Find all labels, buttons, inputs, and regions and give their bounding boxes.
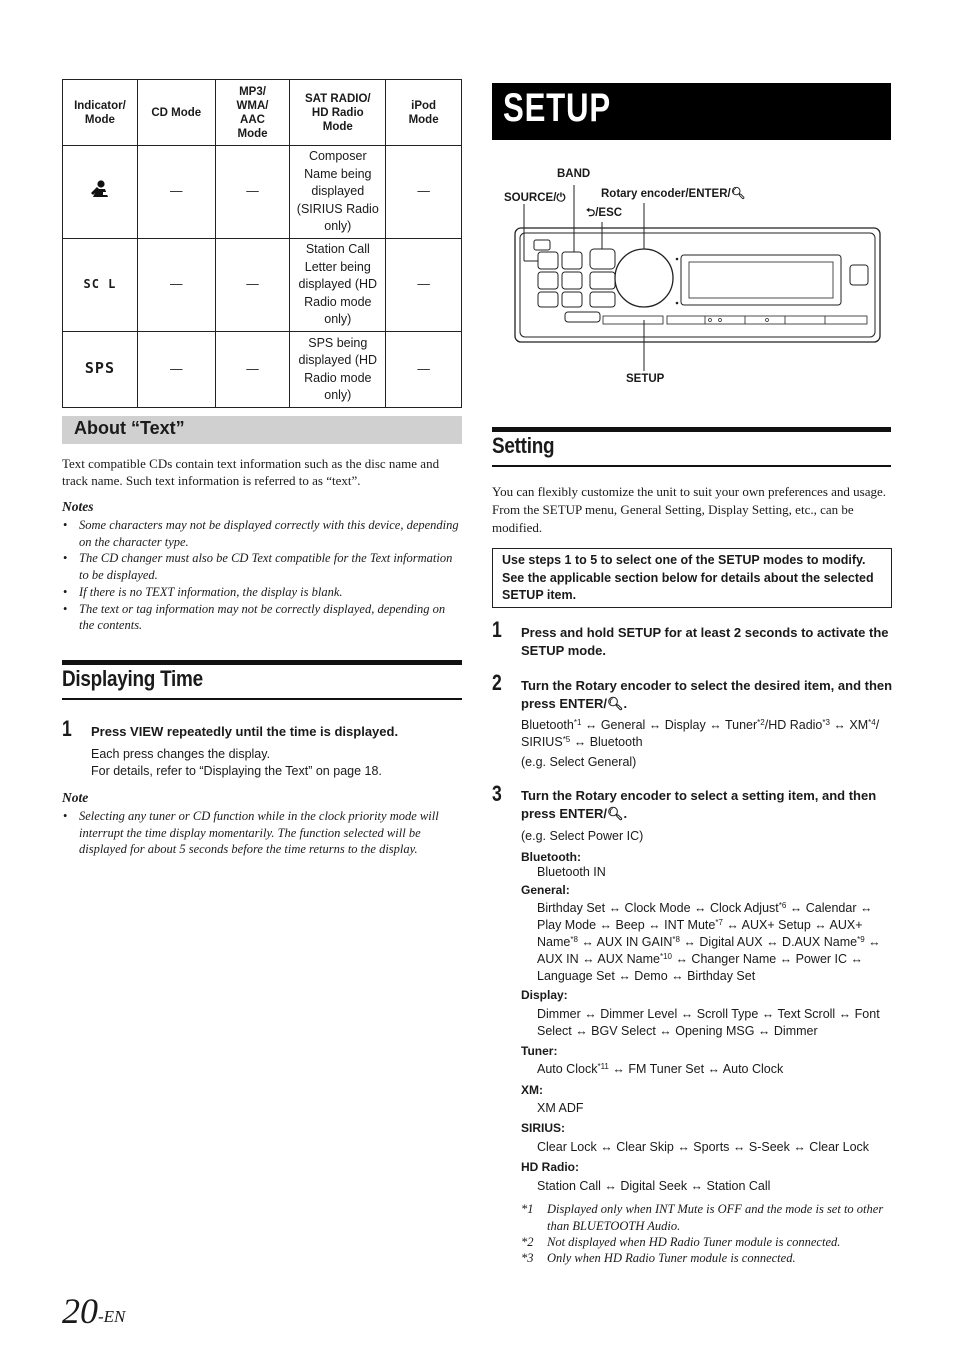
- step-detail: For details, refer to “Displaying the Text” on page 18.: [91, 764, 382, 778]
- setting-title: Setting: [492, 433, 555, 458]
- setup-title: SETUP: [503, 86, 611, 130]
- xm-heading: XM:: [521, 1083, 543, 1097]
- general-items: Birthday Set ↔ Clock Mode ↔ Clock Adjust$^{*6}$ ↔ Calendar ↔ Play Mode ↔ Beep ↔ INT Mute$^{*7}$ ↔ AUX+ Setup ↔ AUX+ Name$^{*8}$ ↔ AUX IN GAIN$^{*8}$ ↔ Digital AUX ↔ D.AUX Name$^{*9}$ ↔ AUX IN ↔ AUX Name$^{*10}$ ↔ Changer Name ↔ Power IC ↔ Language Set ↔ Demo ↔ Birthday Set: [537, 901, 881, 983]
- table-row: [63, 239, 462, 332]
- cell-ipod: —: [386, 146, 462, 239]
- bluetooth-heading: Bluetooth:: [521, 850, 581, 864]
- search-icon: 🔍︎: [606, 696, 624, 711]
- step-example: (e.g. Select General): [521, 755, 637, 769]
- search-icon: 🔍︎: [606, 806, 624, 821]
- step-detail: Each press changes the display.: [91, 747, 271, 761]
- list-item: • The CD changer must also be CD Text compatible for the Text information to be displayed.: [62, 550, 462, 583]
- cell-sat: SPS being displayed (HD Radio mode only): [290, 332, 386, 408]
- head-unit-diagram: [505, 175, 890, 375]
- cell-mp3: —: [215, 239, 290, 332]
- list-item: • Some characters may not be displayed correctly with this device, depending on the character type.: [62, 517, 462, 550]
- tuner-items: Auto Clock$^{*11}$ ↔ FM Tuner Set ↔ Auto Clock: [537, 1062, 784, 1076]
- section-rule: [492, 427, 891, 432]
- header-mp3: MP3/ WMA/ AAC Mode: [215, 80, 290, 146]
- notes-list: [62, 517, 462, 634]
- footnote: *3 Only when HD Radio Tuner module is connected.: [521, 1251, 796, 1265]
- hdradio-items: Station Call ↔ Digital Seek ↔ Station Call: [537, 1179, 771, 1193]
- footnote: *2 Not displayed when HD Radio Tuner module is connected.: [521, 1235, 841, 1249]
- setting-info-box: Use steps 1 to 5 to select one of the SETUP modes to modify. See the applicable section below for details about the selected SETUP item.: [492, 548, 892, 608]
- hdradio-heading: HD Radio:: [521, 1160, 579, 1174]
- table-row: [63, 146, 462, 239]
- rotary-label: Rotary encoder/ENTER/🔍︎: [601, 188, 746, 200]
- setup-mode-sequence: Bluetooth$^{*1}$ ↔ General ↔ Display ↔ Tuner$^{*2}$/HD Radio$^{*3}$ ↔ XM$^{*4}$/ SIRIUS$^{*5}$ ↔ Bluetooth: [521, 718, 880, 749]
- list-item: • Selecting any tuner or CD function while in the clock priority mode will interrupt the time display momentarily. The function selected will be displayed for about 5 seconds before the time returns to the display.: [62, 808, 462, 858]
- cell-cd: —: [137, 146, 215, 239]
- about-text-body: Text compatible CDs contain text information such as the disc name and track name. Such text information is referred to as “text”.: [62, 456, 440, 488]
- xm-items: XM ADF: [537, 1101, 584, 1115]
- cell-sat: Station Call Letter being displayed (HD Radio mode only): [290, 239, 386, 332]
- footnote: *1 Displayed only when INT Mute is OFF and the mode is set to other than BLUETOOTH Audio.: [521, 1202, 884, 1233]
- cell-ipod: —: [386, 239, 462, 332]
- header-indicator: Indicator/ Mode: [63, 80, 138, 146]
- band-label: BAND: [557, 168, 591, 180]
- esc-label: ⮌/ESC: [586, 207, 623, 219]
- setting-intro: You can flexibly customize the unit to suit your own preferences and usage. From the SETUP menu, General Setting, Display Setting, etc., can be modified.: [492, 484, 886, 535]
- station-call-glyph: SC L: [63, 239, 138, 332]
- step-number: 1: [62, 716, 72, 741]
- cell-sat: Composer Name being displayed (SIRIUS Radio only): [290, 146, 386, 239]
- step-number: 1: [492, 617, 502, 642]
- header-cd: CD Mode: [137, 80, 215, 146]
- composer-person-icon: [63, 146, 138, 239]
- setup-button-label: SETUP: [626, 373, 665, 385]
- notes-heading: Notes: [62, 499, 94, 514]
- display-items: Dimmer ↔ Dimmer Level ↔ Scroll Type ↔ Text Scroll ↔ Font Select ↔ BGV Select ↔ Opening MSG ↔ Dimmer: [537, 1007, 880, 1038]
- display-heading: Display:: [521, 988, 568, 1002]
- step-number: 3: [492, 781, 502, 806]
- cell-mp3: —: [215, 332, 290, 408]
- cell-mp3: —: [215, 146, 290, 239]
- tuner-heading: Tuner:: [521, 1044, 558, 1058]
- source-label: SOURCE/⏻: [504, 192, 566, 204]
- page-number: 20: [62, 1291, 98, 1331]
- about-text-title: About “Text”: [74, 418, 185, 438]
- sirius-items: Clear Lock ↔ Clear Skip ↔ Sports ↔ S-Seek ↔ Clear Lock: [537, 1140, 870, 1154]
- sps-glyph: SPS: [63, 332, 138, 408]
- power-icon: ⏻: [556, 192, 566, 204]
- list-item: • The text or tag information may not be correctly displayed, depending on the contents.: [62, 601, 462, 634]
- header-ipod: iPod Mode: [386, 80, 462, 146]
- indicator-table: [62, 79, 462, 408]
- section-rule: [62, 660, 462, 665]
- step-heading: Turn the Rotary encoder to select a setting item, and then press ENTER/🔍︎.: [521, 788, 877, 821]
- bluetooth-items: Bluetooth IN: [537, 865, 606, 879]
- note-list: [62, 808, 462, 858]
- step-example: (e.g. Select Power IC): [521, 829, 644, 843]
- displaying-time-title: Displaying Time: [62, 666, 203, 691]
- sirius-heading: SIRIUS:: [521, 1121, 566, 1135]
- cell-ipod: —: [386, 332, 462, 408]
- list-item: • If there is no TEXT information, the display is blank.: [62, 584, 462, 601]
- step-heading: Press and hold SETUP for at least 2 seconds to activate the SETUP mode.: [521, 625, 889, 658]
- header-sat: SAT RADIO/ HD Radio Mode: [290, 80, 386, 146]
- page-suffix: -EN: [98, 1307, 126, 1326]
- step-heading: Turn the Rotary encoder to select the desired item, and then press ENTER/🔍︎.: [521, 678, 893, 711]
- search-icon: 🔍︎: [730, 188, 746, 200]
- general-heading: General:: [521, 883, 570, 897]
- cell-cd: —: [137, 239, 215, 332]
- cell-cd: —: [137, 332, 215, 408]
- note-heading: Note: [62, 790, 89, 805]
- step-heading: Press VIEW repeatedly until the time is displayed.: [91, 724, 399, 739]
- back-arrow-icon: ⮌: [586, 207, 596, 219]
- section-rule: [492, 465, 891, 467]
- step-number: 2: [492, 670, 502, 695]
- section-rule: [62, 698, 462, 700]
- table-row: [63, 332, 462, 408]
